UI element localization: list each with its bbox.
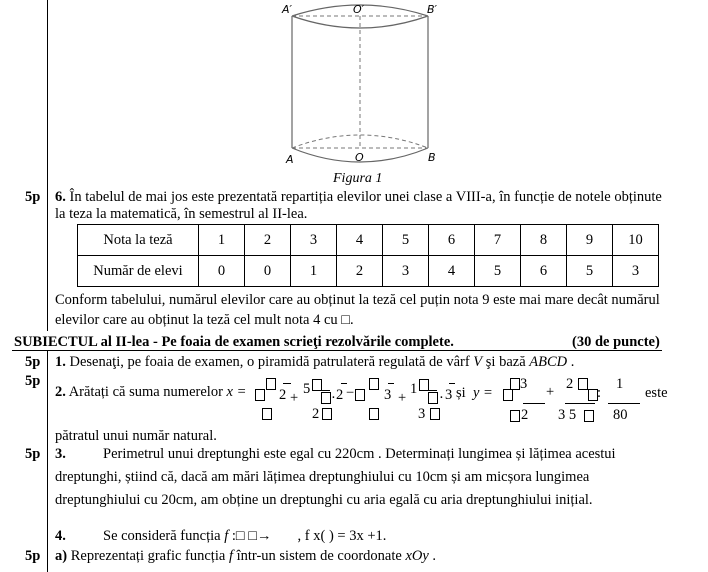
conjunction: și [456,385,466,401]
fraction-bar [523,403,545,404]
problem-3-line-2: dreptunghi, știind că, dacă am mări lățimea dreptunghiului cu 10cm și am micșora lungimea [55,469,590,485]
problem-1-text [55,354,574,371]
table-cell: 7 [475,225,521,256]
problem-text: este [645,385,668,401]
math-operator: + [398,390,407,406]
math-digit: 80 [613,407,628,423]
problem-text: Se consideră funcția [103,528,225,544]
points-column-divider-bottom [47,350,48,572]
problem-number: 3. [55,446,66,462]
sqrt-bar [341,383,347,384]
math-operator: : [597,385,602,401]
table-cell: 6 [521,256,567,287]
x-equals: x = [226,384,247,400]
math-operator: − [346,385,355,401]
table-row-students [78,256,659,287]
table-cell: 6 [429,225,475,256]
section-title: SUBIECTUL al II-lea - Pe foaia de examen scrieţi rezolvările complete. [14,334,454,350]
math-digit: 1 [616,376,624,392]
points-label: 5p [25,548,41,564]
function-domain: :□ □→ [228,528,272,544]
base-variable: ABCD [529,354,568,370]
table-cell: 0 [199,256,245,287]
table-cell: 1 [291,256,337,287]
points-label: 5p [25,446,41,462]
figure-caption: Figura 1 [333,171,383,186]
placeholder-glyph [503,389,513,401]
problem-number: 2. [55,384,66,400]
label-b-prime: B′ [427,3,438,16]
problem-6-conclusion-1: Conform tabelului, numărul elevilor care au obținut la teză cel puțin nota 9 este mai mare decât numărul [55,292,660,308]
table-cell: 9 [567,225,613,256]
problem-text: . [428,548,437,564]
y-equals: y = [473,385,493,401]
math-digit: 2 [521,407,529,423]
section-underline [12,350,662,351]
table-cell: 4 [429,256,475,287]
math-digit: 5 [303,381,311,397]
table-cell: 2 [337,256,383,287]
label-o: O [355,151,364,164]
table-cell: 10 [613,225,659,256]
math-operator: + [546,384,555,400]
problem-number: 6. [55,189,66,205]
label-a-prime: A′ [282,3,293,16]
table-cell: 2 [245,225,291,256]
math-digit: 2 [312,406,320,422]
vertex-variable: V [473,354,483,370]
placeholder-glyph [510,410,520,422]
problem-6-line-1 [55,189,662,206]
problem-2-intro [55,384,246,401]
placeholder-glyph [321,392,331,404]
placeholder-glyph [510,378,520,390]
math-digit: 3 [520,376,528,392]
placeholder-glyph [255,389,265,401]
table-cell: 5 [475,256,521,287]
problem-text: În tabelul de mai jos este prezentată repartiția elevilor unei clase a VIII-a, în funcție de notele obținute [65,189,662,205]
placeholder-glyph [430,408,440,420]
table-cell: 8 [521,225,567,256]
math-digit: 3 [418,406,426,422]
function-name: f [228,548,233,564]
placeholder-glyph [262,408,272,420]
table-cell: 5 [383,225,429,256]
math-digit: 2 [279,387,287,403]
problem-text: şi bază [482,354,530,370]
math-digit: 3 [445,387,453,403]
sqrt-bar [283,383,291,384]
coordinate-system: xOy [405,548,429,564]
function-name: f [224,528,229,544]
problem-number: 4. [55,528,66,544]
math-operator: · [331,390,336,406]
placeholder-glyph [369,408,379,420]
problem-4a-text [55,548,436,565]
placeholder-glyph [578,378,588,390]
function-definition: , f x( ) = 3x +1. [297,528,387,544]
math-operator: · [439,390,444,406]
math-operator: + [290,390,299,406]
fraction-bar [565,403,595,404]
sqrt-bar [419,390,437,391]
problem-6-conclusion-2: elevilor care au obținut la teză cel mult nota 4 cu □. [55,312,354,328]
table-cell: 4 [337,225,383,256]
problem-3-line-1: Perimetrul unui dreptunghi este egal cu 220cm . Determinați lungimea și lățimea acestui [103,446,616,462]
table-cell: 3 [613,256,659,287]
sqrt-bar [388,383,394,384]
points-column-divider-top [47,0,48,331]
placeholder-glyph [369,378,379,390]
problem-4-statement [103,528,386,545]
problem-text: Arătați că suma numerelor [65,384,227,400]
points-label: 5p [25,189,41,205]
problem-text: Desenaţi, pe foaia de examen, o piramidă patrulateră regulată de vârf [65,354,474,370]
math-digit: 3 5 [558,407,577,423]
sqrt-bar [449,383,455,384]
table-header-cell: Nota la teză [78,225,199,256]
label-b: B [428,151,436,164]
problem-3-line-3: dreptunghiului cu 20cm, am obține un dreptunghi cu aria egală cu aria dreptunghiului inițial. [55,492,593,508]
points-label: 5p [25,373,41,389]
placeholder-glyph [266,378,276,390]
section-points: (30 de puncte) [572,334,660,350]
label-o-prime: O′ [353,3,365,16]
table-cell: 0 [245,256,291,287]
problem-2-line-2: pătratul unui număr natural. [55,428,217,444]
table-cell: 3 [383,256,429,287]
problem-text: Reprezentați grafic funcția [67,548,229,564]
subproblem-label: a) [55,548,68,564]
problem-text: . [567,354,575,370]
math-digit: 2 [566,376,574,392]
cylinder-figure [270,0,450,172]
table-cell: 3 [291,225,337,256]
math-digit: 2 [336,387,344,403]
math-digit: 1 [410,381,418,397]
placeholder-glyph [584,410,594,422]
placeholder-glyph [355,389,365,401]
placeholder-glyph [322,408,332,420]
problem-number: 1. [55,354,66,370]
placeholder-glyph [428,392,438,404]
table-header-cell: Număr de elevi [78,256,199,287]
math-digit: 3 [384,387,392,403]
table-cell: 1 [199,225,245,256]
problem-text: într-un sistem de coordonate [232,548,406,564]
points-label: 5p [25,354,41,370]
table-cell: 5 [567,256,613,287]
fraction-bar [608,403,640,404]
sqrt-bar [312,390,330,391]
grades-table [77,224,659,287]
label-a: A [286,153,294,166]
problem-6-line-2: la teza la matematică, în semestrul al II-lea. [55,206,308,222]
table-row-grades [78,225,659,256]
